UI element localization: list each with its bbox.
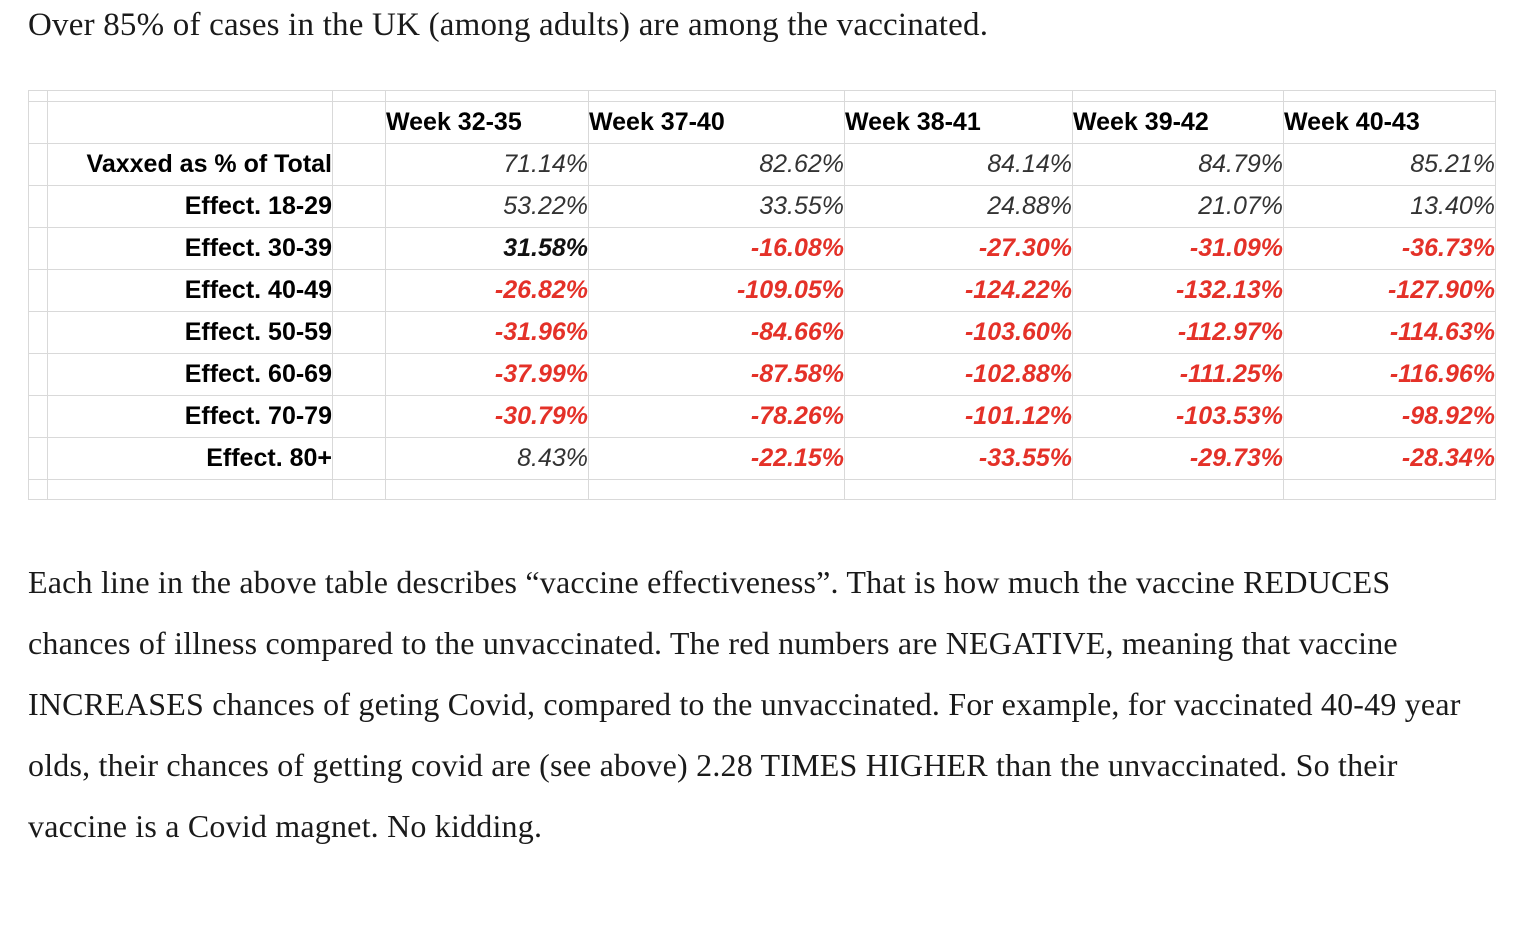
empty-cell (29, 91, 48, 102)
column-header: Week 32-35 (386, 102, 589, 144)
empty-cell (29, 312, 48, 354)
table-row (29, 480, 1496, 500)
empty-cell (333, 396, 386, 438)
empty-cell (333, 270, 386, 312)
row-label: Effect. 30-39 (48, 228, 333, 270)
value-cell: -30.79% (386, 396, 589, 438)
value-cell: 85.21% (1284, 144, 1496, 186)
empty-cell (1284, 480, 1496, 500)
empty-cell (48, 480, 333, 500)
value-cell: 8.43% (386, 438, 589, 480)
row-label: Effect. 50-59 (48, 312, 333, 354)
page-title: Over 85% of cases in the UK (among adults) are among the vaccinated. (28, 7, 989, 43)
value-cell: -114.63% (1284, 312, 1496, 354)
empty-cell (589, 91, 845, 102)
value-cell: -36.73% (1284, 228, 1496, 270)
empty-cell (333, 354, 386, 396)
empty-cell (48, 91, 333, 102)
empty-cell (333, 102, 386, 144)
row-label: Effect. 18-29 (48, 186, 333, 228)
value-cell: -127.90% (1284, 270, 1496, 312)
row-label: Effect. 70-79 (48, 396, 333, 438)
value-cell: 82.62% (589, 144, 845, 186)
empty-cell (29, 438, 48, 480)
value-cell: -31.96% (386, 312, 589, 354)
value-cell: -102.88% (845, 354, 1073, 396)
value-cell: -33.55% (845, 438, 1073, 480)
value-cell: -37.99% (386, 354, 589, 396)
value-cell: -112.97% (1073, 312, 1284, 354)
value-cell: -16.08% (589, 228, 845, 270)
table-row (29, 396, 1496, 438)
value-cell: -109.05% (589, 270, 845, 312)
value-cell: -103.53% (1073, 396, 1284, 438)
effectiveness-table (28, 90, 1496, 500)
empty-cell (333, 228, 386, 270)
empty-cell (333, 91, 386, 102)
table-row (29, 438, 1496, 480)
value-cell: 31.58% (386, 228, 589, 270)
empty-cell (333, 186, 386, 228)
body-paragraph: Each line in the above table describes “vaccine effectiveness”. That is how much the vaccine REDUCES chances of illness compared to the unvaccinated. The red numbers are NEGATIVE, meaning that vaccine INCREASES chances of geting Covid, compared to the unvaccinated. For example, for vaccinated 40-49 year olds, their chances of getting covid are (see above) 2.28 TIMES HIGHER than the unvaccinated. So their vaccine is a Covid magnet. No kidding. (28, 564, 1461, 844)
value-cell: -101.12% (845, 396, 1073, 438)
value-cell: -31.09% (1073, 228, 1284, 270)
empty-cell (333, 144, 386, 186)
value-cell: -132.13% (1073, 270, 1284, 312)
table-row (29, 91, 1496, 102)
value-cell: -98.92% (1284, 396, 1496, 438)
value-cell: -111.25% (1073, 354, 1284, 396)
empty-cell (845, 480, 1073, 500)
value-cell: -116.96% (1284, 354, 1496, 396)
value-cell: -27.30% (845, 228, 1073, 270)
empty-cell (333, 480, 386, 500)
empty-cell (29, 270, 48, 312)
row-label: Vaxxed as % of Total (48, 144, 333, 186)
table-row (29, 354, 1496, 396)
empty-cell (29, 480, 48, 500)
empty-cell (386, 480, 589, 500)
empty-cell (845, 91, 1073, 102)
empty-cell (29, 354, 48, 396)
effectiveness-table-wrap (28, 90, 1518, 500)
value-cell: -84.66% (589, 312, 845, 354)
value-cell: -26.82% (386, 270, 589, 312)
value-cell: -29.73% (1073, 438, 1284, 480)
empty-cell (589, 480, 845, 500)
empty-cell (48, 102, 333, 144)
empty-cell (29, 228, 48, 270)
table-row (29, 228, 1496, 270)
empty-cell (333, 312, 386, 354)
value-cell: -124.22% (845, 270, 1073, 312)
empty-cell (1284, 91, 1496, 102)
value-cell: 53.22% (386, 186, 589, 228)
empty-cell (29, 396, 48, 438)
empty-cell (1073, 480, 1284, 500)
value-cell: 33.55% (589, 186, 845, 228)
empty-cell (29, 102, 48, 144)
value-cell: 84.79% (1073, 144, 1284, 186)
value-cell: -78.26% (589, 396, 845, 438)
column-header: Week 37-40 (589, 102, 845, 144)
table-row (29, 144, 1496, 186)
table-row (29, 102, 1496, 144)
empty-cell (1073, 91, 1284, 102)
value-cell: -22.15% (589, 438, 845, 480)
value-cell: 13.40% (1284, 186, 1496, 228)
value-cell: -28.34% (1284, 438, 1496, 480)
value-cell: 84.14% (845, 144, 1073, 186)
row-label: Effect. 60-69 (48, 354, 333, 396)
value-cell: 24.88% (845, 186, 1073, 228)
empty-cell (29, 144, 48, 186)
value-cell: 71.14% (386, 144, 589, 186)
row-label: Effect. 40-49 (48, 270, 333, 312)
value-cell: -87.58% (589, 354, 845, 396)
table-row (29, 186, 1496, 228)
column-header: Week 40-43 (1284, 102, 1496, 144)
table-row (29, 270, 1496, 312)
row-label: Effect. 80+ (48, 438, 333, 480)
empty-cell (386, 91, 589, 102)
empty-cell (29, 186, 48, 228)
empty-cell (333, 438, 386, 480)
article-page (0, 7, 1518, 944)
table-row (29, 312, 1496, 354)
value-cell: 21.07% (1073, 186, 1284, 228)
value-cell: -103.60% (845, 312, 1073, 354)
column-header: Week 39-42 (1073, 102, 1284, 144)
column-header: Week 38-41 (845, 102, 1073, 144)
